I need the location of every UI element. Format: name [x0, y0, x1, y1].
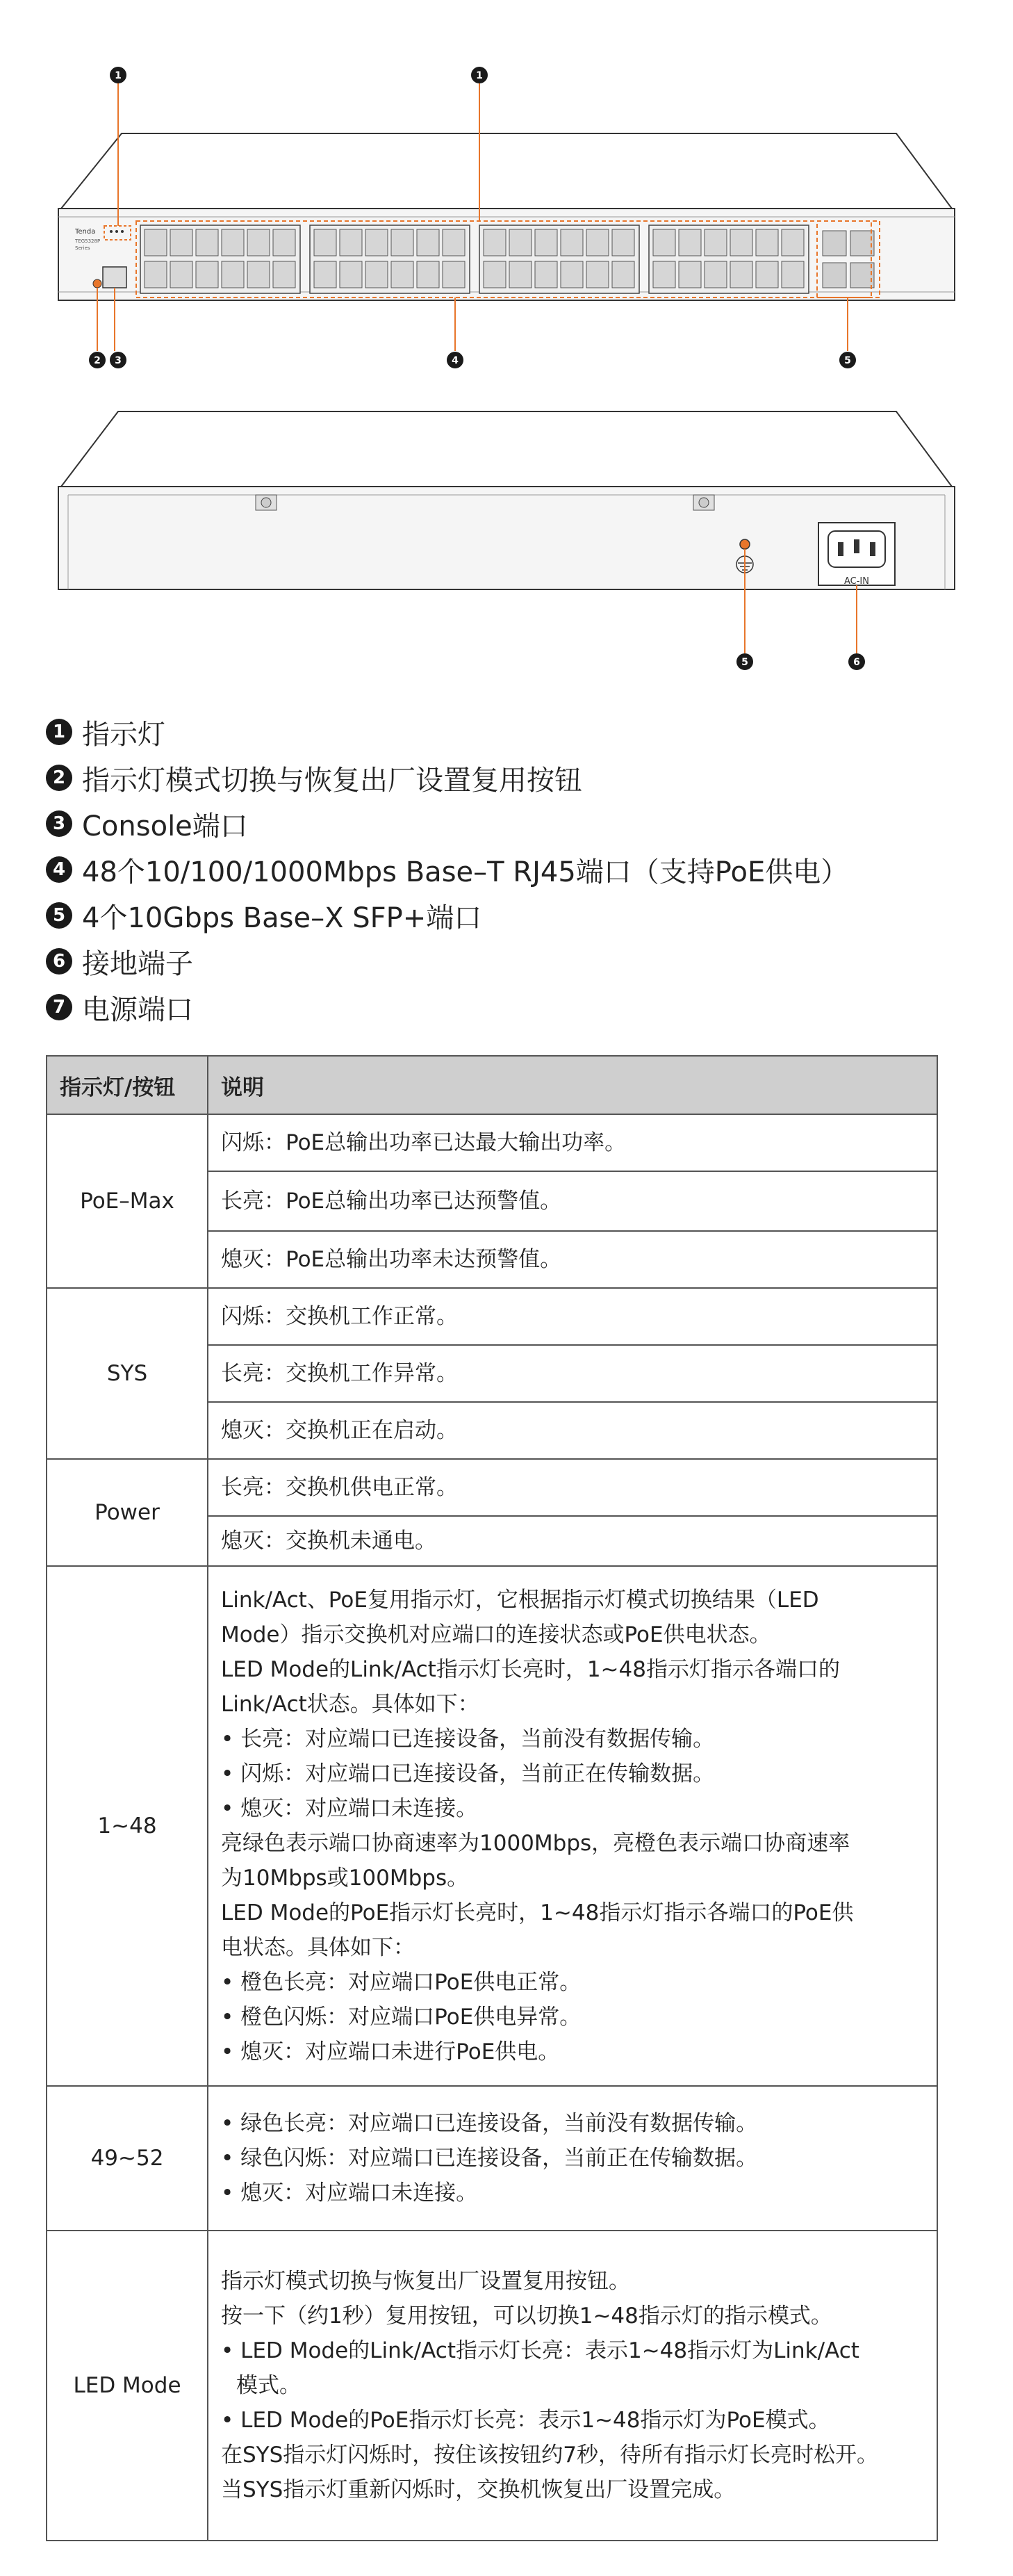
rj45-port: [653, 229, 675, 256]
callout-rear-6: [848, 653, 865, 670]
rj45-port: [561, 261, 583, 288]
indicator-description: 熄灭：交换机未通电。: [208, 1516, 937, 1566]
led-mode-button: [93, 279, 101, 288]
rj45-port: [653, 261, 675, 288]
description-line: Link/Act、PoE复用指示灯，它根据指示灯模式切换结果（LED: [221, 1588, 819, 1613]
svg-text:1: 1: [115, 70, 122, 81]
description-line: • 熄灭：对应端口未进行PoE供电。: [221, 2039, 560, 2064]
rj45-port: [782, 261, 804, 288]
rj45-port: [314, 229, 336, 256]
rj45-port: [145, 229, 167, 256]
description-line: • 绿色闪烁：对应端口已连接设备，当前正在传输数据。: [221, 2146, 758, 2171]
table-row: [47, 1288, 937, 1345]
legend-text: 电源端口: [82, 993, 193, 1026]
indicator-description: 长亮：交换机工作异常。: [208, 1345, 937, 1402]
description-line: LED Mode的Link/Act指示灯长亮时，1~48指示灯指示各端口的: [221, 1657, 840, 1682]
rear-panel-view: [58, 411, 955, 670]
series-text: Series: [75, 245, 90, 251]
callout-3: [110, 352, 126, 368]
table-row: [47, 2231, 937, 2541]
table-row: [47, 2086, 937, 2231]
legend-number: 7: [46, 994, 72, 1020]
description-line: • LED Mode的Link/Act指示灯长亮：表示1~48指示灯为Link/Act: [221, 2338, 859, 2363]
indicator-description: [208, 2086, 937, 2231]
description-line: • 熄灭：对应端口未连接。: [221, 1796, 478, 1821]
rj45-port: [612, 229, 634, 256]
description-line: • 长亮：对应端口已连接设备，当前没有数据传输。: [221, 1727, 715, 1752]
rj45-port: [586, 229, 609, 256]
rj45-port: [730, 261, 752, 288]
rj45-port: [679, 261, 701, 288]
sfp-port: [823, 263, 846, 288]
indicator-description: 熄灭：PoE总输出功率未达预警值。: [208, 1231, 937, 1288]
callout-5: [839, 352, 856, 368]
indicator-description: [208, 1566, 937, 2086]
rj45-port: [365, 229, 388, 256]
description-line: • 绿色长亮：对应端口已连接设备，当前没有数据传输。: [221, 2111, 758, 2136]
rj45-port: [196, 261, 218, 288]
description-line: • 闪烁：对应端口已连接设备，当前正在传输数据。: [221, 1761, 715, 1786]
ground-terminal: [740, 539, 750, 549]
indicator-name: PoE–Max: [47, 1114, 208, 1288]
description-line: LED Mode的PoE指示灯长亮时，1~48指示灯指示各端口的PoE供: [221, 1900, 854, 1925]
legend-text: Console端口: [82, 810, 248, 842]
rj45-port: [340, 261, 362, 288]
rj45-port: [561, 229, 583, 256]
callout-1b: [471, 67, 488, 83]
description-line: • 橙色长亮：对应端口PoE供电正常。: [221, 1970, 582, 1995]
legend-text: 48个10/100/1000Mbps Base–T RJ45端口（支持PoE供电）: [82, 856, 849, 888]
rj45-port: [705, 261, 727, 288]
legend-number: 3: [46, 810, 72, 837]
rj45-port: [365, 261, 388, 288]
description-line: • 熄灭：对应端口未连接。: [221, 2180, 478, 2206]
description-line: 亮绿色表示端口协商速率为1000Mbps，亮橙色表示端口协商速率: [221, 1831, 850, 1856]
rj45-port: [535, 229, 557, 256]
rj45-port: [443, 261, 465, 288]
callout-rear-5: [736, 653, 753, 670]
indicator-name: 1~48: [47, 1566, 208, 2086]
indicator-name: LED Mode: [47, 2231, 208, 2541]
rj45-port: [612, 261, 634, 288]
svg-text:2: 2: [94, 355, 101, 366]
legend-text: 接地端子: [82, 947, 193, 980]
callout-2: [89, 352, 106, 368]
rj45-port: [273, 261, 295, 288]
svg-text:6: 6: [853, 657, 860, 668]
table-header-name: 指示灯/按钮: [47, 1056, 208, 1114]
indicator-description: 长亮：交换机供电正常。: [208, 1459, 937, 1516]
ac-in-label: AC-IN: [844, 576, 869, 587]
description-line: 指示灯模式切换与恢复出厂设置复用按钮。: [221, 2269, 630, 2294]
component-legend: [46, 709, 970, 1030]
rj45-port: [391, 261, 413, 288]
front-panel-view: [58, 67, 955, 368]
rj45-port: [273, 229, 295, 256]
legend-number: 5: [46, 902, 72, 929]
legend-number: 4: [46, 856, 72, 883]
indicator-description: 闪烁：PoE总输出功率已达最大输出功率。: [208, 1114, 937, 1171]
legend-number: 1: [46, 719, 72, 745]
description-line: 为10Mbps或100Mbps。: [221, 1866, 469, 1891]
table-row: [47, 1114, 937, 1171]
sfp-port: [850, 231, 874, 256]
callout-1a: [110, 67, 126, 83]
console-port: [103, 267, 126, 288]
indicator-description: 熄灭：交换机正在启动。: [208, 1402, 937, 1459]
description-line: 电状态。具体如下：: [221, 1935, 415, 1960]
description-line: 在SYS指示灯闪烁时，按住该按钮约7秒，待所有指示灯长亮时松开。: [221, 2443, 879, 2468]
legend-item: [46, 709, 970, 755]
svg-text:1: 1: [476, 70, 483, 81]
rj45-port: [509, 229, 532, 256]
description-line: Link/Act状态。具体如下：: [221, 1692, 479, 1717]
description-line: 模式。: [236, 2373, 301, 2398]
rj45-port: [247, 261, 270, 288]
screw-icon: [699, 498, 709, 507]
table-header-desc: 说明: [208, 1056, 937, 1114]
description-line: 按一下（约1秒）复用按钮，可以切换1~48指示灯的指示模式。: [221, 2304, 832, 2329]
callout-4: [447, 352, 463, 368]
description-line: Mode）指示交换机对应端口的连接状态或PoE供电状态。: [221, 1622, 771, 1647]
rj45-port: [340, 229, 362, 256]
rj45-port: [756, 229, 778, 256]
rj45-port: [535, 261, 557, 288]
screw-icon: [261, 498, 271, 507]
legend-number: 6: [46, 948, 72, 975]
rj45-port: [484, 261, 506, 288]
rj45-port: [586, 261, 609, 288]
legend-item: [46, 892, 970, 938]
table-header-row: [47, 1056, 937, 1114]
rj45-port: [247, 229, 270, 256]
rj45-port: [705, 229, 727, 256]
legend-item: [46, 847, 970, 892]
legend-number: 2: [46, 765, 72, 791]
rj45-port: [417, 261, 439, 288]
indicator-name: SYS: [47, 1288, 208, 1459]
sfp-port: [823, 231, 846, 256]
legend-item: [46, 801, 970, 847]
device-illustration: [0, 0, 1013, 688]
rj45-port: [417, 229, 439, 256]
legend-text: 指示灯: [82, 718, 165, 751]
rj45-port: [196, 229, 218, 256]
rj45-port: [782, 229, 804, 256]
model-text: TEG5328P: [75, 238, 101, 244]
rj45-port: [170, 229, 192, 256]
indicator-name: 49~52: [47, 2086, 208, 2231]
indicator-description: 长亮：PoE总输出功率已达预警值。: [208, 1171, 937, 1231]
rj45-port: [145, 261, 167, 288]
svg-text:3: 3: [115, 355, 122, 366]
rj45-port: [679, 229, 701, 256]
table-row: [47, 1459, 937, 1516]
legend-item: [46, 984, 970, 1030]
indicator-name: Power: [47, 1459, 208, 1566]
description-line: • 橙色闪烁：对应端口PoE供电异常。: [221, 2005, 582, 2030]
svg-text:5: 5: [844, 355, 851, 366]
svg-text:5: 5: [741, 657, 748, 668]
rj45-port: [222, 261, 244, 288]
indicator-table: [46, 1055, 938, 2541]
brand-text: Tenda: [75, 228, 96, 236]
description-line: • LED Mode的PoE指示灯长亮：表示1~48指示灯为PoE模式。: [221, 2408, 830, 2433]
rj45-port: [314, 261, 336, 288]
rj45-port: [756, 261, 778, 288]
legend-item: [46, 938, 970, 984]
rj45-port: [509, 261, 532, 288]
legend-text: 指示灯模式切换与恢复出厂设置复用按钮: [82, 764, 582, 797]
description-line: 当SYS指示灯重新闪烁时，交换机恢复出厂设置完成。: [221, 2477, 736, 2502]
svg-text:4: 4: [452, 355, 459, 366]
table-row: [47, 1566, 937, 2086]
legend-text: 4个10Gbps Base–X SFP+端口: [82, 902, 482, 934]
rj45-port: [443, 229, 465, 256]
rj45-port: [730, 229, 752, 256]
indicator-description: 闪烁：交换机工作正常。: [208, 1288, 937, 1345]
rj45-port: [222, 229, 244, 256]
rj45-port: [484, 229, 506, 256]
rj45-port: [170, 261, 192, 288]
rj45-port: [391, 229, 413, 256]
sfp-port: [850, 263, 874, 288]
indicator-description: [208, 2231, 937, 2541]
legend-item: [46, 755, 970, 801]
